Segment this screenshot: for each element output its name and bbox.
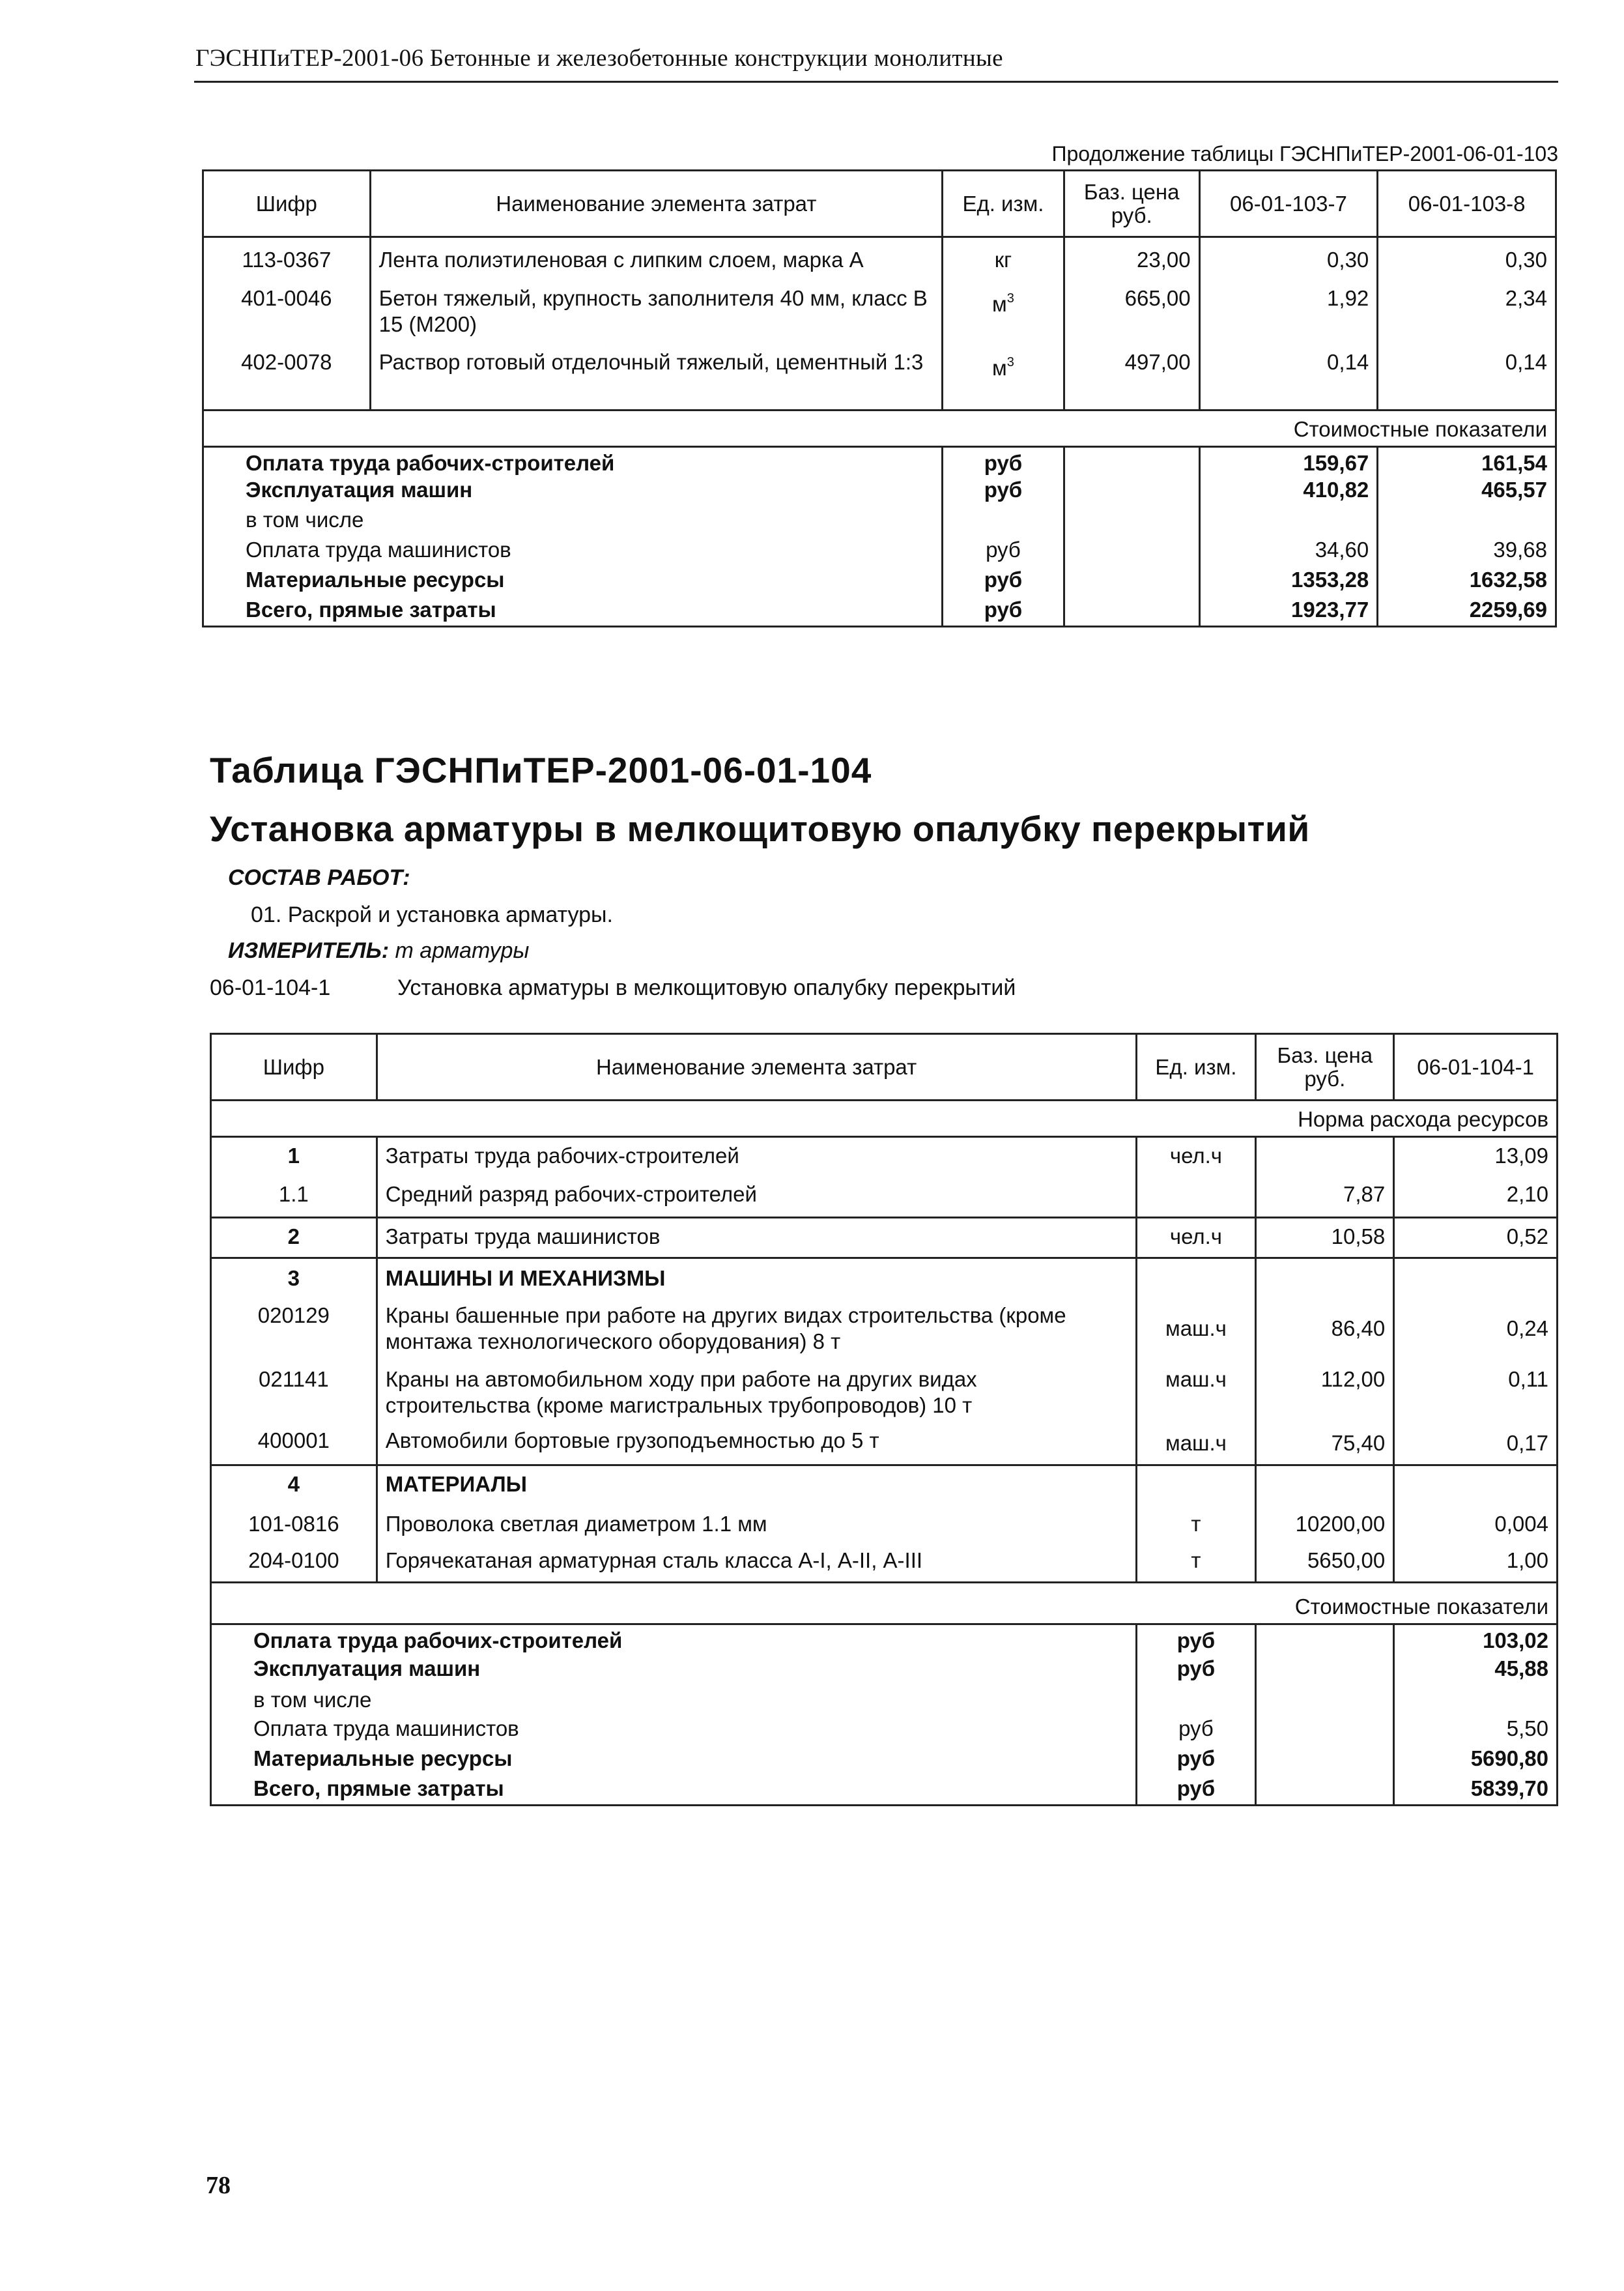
table-row <box>211 1506 1558 1548</box>
row-value: 0,004 <box>1394 1506 1558 1548</box>
cost-value-8: 2259,69 <box>1378 597 1556 627</box>
cost-value: 5,50 <box>1394 1716 1558 1746</box>
cost-name: Оплата труда рабочих-строителей <box>211 1624 1137 1656</box>
table-row <box>211 1258 1558 1297</box>
row-name: МАТЕРИАЛЫ <box>377 1465 1136 1506</box>
row-name: Краны на автомобильном ходу при работе на других видах строительства (кроме магистральных трубопроводов) 10 т <box>377 1362 1136 1428</box>
position-code: 06-01-104-1 <box>210 975 331 1000</box>
cost-name: в том числе <box>211 1687 1137 1716</box>
cost-value: 5690,80 <box>1394 1746 1558 1776</box>
cost-name: Эксплуатация машин <box>203 477 943 507</box>
row-price: 75,40 <box>1256 1428 1394 1465</box>
row-code: 021141 <box>211 1362 377 1428</box>
table-header-row <box>203 171 1556 237</box>
table-row <box>211 1428 1558 1465</box>
row-price: 10200,00 <box>1256 1506 1394 1548</box>
row-value-8: 0,30 <box>1378 237 1556 281</box>
cost-unit: руб <box>1136 1656 1256 1687</box>
cost-value-8: 1632,58 <box>1378 567 1556 597</box>
cost-value: 5839,70 <box>1394 1776 1558 1806</box>
table-row <box>203 237 1556 281</box>
row-unit: $м^3$ <box>943 281 1064 345</box>
sostav-label: СОСТАВ РАБОТ: <box>228 865 410 890</box>
header-code: Шифр <box>211 1034 377 1101</box>
cost-price <box>1256 1776 1394 1806</box>
table-continuation-caption: Продолжение таблицы ГЭСНПиТЕР-2001-06-01-103 <box>1051 142 1558 166</box>
row-name: Автомобили бортовые грузоподъемностью до 5 т <box>377 1428 1136 1465</box>
cost-row <box>203 447 1556 477</box>
row-name: Раствор готовый отделочный тяжелый, цементный 1:3 <box>370 345 942 411</box>
table-row <box>211 1548 1558 1583</box>
cost-row <box>211 1624 1558 1656</box>
row-code: 400001 <box>211 1428 377 1465</box>
row-value: 2,10 <box>1394 1177 1558 1218</box>
cost-name: Материальные ресурсы <box>211 1746 1137 1776</box>
row-unit <box>1136 1177 1256 1218</box>
row-unit: маш.ч <box>1136 1362 1256 1428</box>
cost-value-8: 39,68 <box>1378 537 1556 567</box>
table-row <box>211 1465 1558 1506</box>
cost-value-7: 34,60 <box>1199 537 1378 567</box>
cost-value-7: 410,82 <box>1199 477 1378 507</box>
row-code: 101-0816 <box>211 1506 377 1548</box>
row-name: Средний разряд рабочих-строителей <box>377 1177 1136 1218</box>
cost-price <box>1256 1716 1394 1746</box>
row-value <box>1394 1465 1558 1506</box>
row-code: 2 <box>211 1218 377 1258</box>
cost-value: 45,88 <box>1394 1656 1558 1687</box>
row-value: 0,17 <box>1394 1428 1558 1465</box>
row-price: 5650,00 <box>1256 1548 1394 1583</box>
cost-name: Оплата труда рабочих-строителей <box>203 447 943 477</box>
cost-unit: руб <box>1136 1624 1256 1656</box>
row-code: 401-0046 <box>203 281 371 345</box>
cost-value-7: 159,67 <box>1199 447 1378 477</box>
cost-unit: руб <box>943 567 1064 597</box>
cost-value-8 <box>1378 507 1556 537</box>
cost-row <box>203 567 1556 597</box>
cost-row <box>203 597 1556 627</box>
cost-price <box>1256 1687 1394 1716</box>
cost-name: Всего, прямые затраты <box>211 1776 1137 1806</box>
row-unit: чел.ч <box>1136 1137 1256 1177</box>
page-number: 78 <box>206 2172 231 2199</box>
row-code: 113-0367 <box>203 237 371 281</box>
table-row <box>211 1362 1558 1428</box>
row-unit: чел.ч <box>1136 1218 1256 1258</box>
row-price: 23,00 <box>1064 237 1199 281</box>
cost-name: в том числе <box>203 507 943 537</box>
cost-price <box>1064 597 1199 627</box>
cost-price <box>1064 507 1199 537</box>
row-unit: т <box>1136 1506 1256 1548</box>
cost-price <box>1064 567 1199 597</box>
cost-row <box>203 477 1556 507</box>
row-unit: кг <box>943 237 1064 281</box>
sostav-item: 01. Раскрой и установка арматуры. <box>251 902 613 927</box>
row-value: 0,24 <box>1394 1297 1558 1362</box>
cost-row <box>211 1656 1558 1687</box>
row-name: МАШИНЫ И МЕХАНИЗМЫ <box>377 1258 1136 1297</box>
cost-section-label: Стоимостные показатели <box>203 411 1556 447</box>
cost-unit: руб <box>1136 1776 1256 1806</box>
row-value: 13,09 <box>1394 1137 1558 1177</box>
cost-value-8: 161,54 <box>1378 447 1556 477</box>
row-unit: т <box>1136 1548 1256 1583</box>
header-col-8: 06-01-103-8 <box>1378 171 1556 237</box>
row-value: 0,11 <box>1394 1362 1558 1428</box>
row-price: 7,87 <box>1256 1177 1394 1218</box>
row-value-7: 0,14 <box>1199 345 1378 411</box>
table-header-row <box>211 1034 1558 1101</box>
header-col-7: 06-01-103-7 <box>1199 171 1378 237</box>
row-code: 3 <box>211 1258 377 1297</box>
row-code: 1.1 <box>211 1177 377 1218</box>
cost-unit <box>943 507 1064 537</box>
table-title: Таблица ГЭСНПиТЕР-2001-06-01-104 <box>210 750 872 790</box>
cost-row <box>211 1776 1558 1806</box>
izmeritel <box>228 938 529 964</box>
cost-unit: руб <box>1136 1716 1256 1746</box>
header-code: Шифр <box>203 171 371 237</box>
cost-unit: руб <box>943 447 1064 477</box>
cost-unit: руб <box>943 537 1064 567</box>
row-code: 204-0100 <box>211 1548 377 1583</box>
header-price: Баз. цена руб. <box>1064 171 1199 237</box>
row-price <box>1256 1137 1394 1177</box>
row-value: 1,00 <box>1394 1548 1558 1583</box>
row-unit <box>1136 1465 1256 1506</box>
cost-unit: руб <box>943 597 1064 627</box>
row-price: 112,00 <box>1256 1362 1394 1428</box>
cost-value-7: 1353,28 <box>1199 567 1378 597</box>
cost-row <box>211 1687 1558 1716</box>
row-value-7: 1,92 <box>1199 281 1378 345</box>
row-code: 020129 <box>211 1297 377 1362</box>
izmeritel-value: т арматуры <box>395 938 530 963</box>
table-row <box>211 1218 1558 1258</box>
row-value-7: 0,30 <box>1199 237 1378 281</box>
cost-price <box>1256 1746 1394 1776</box>
cost-row <box>203 537 1556 567</box>
cost-row <box>203 507 1556 537</box>
header-col-1: 06-01-104-1 <box>1394 1034 1558 1101</box>
section-row <box>211 1101 1558 1137</box>
position-name: Установка арматуры в мелкощитовую опалубку перекрытий <box>397 975 1016 1000</box>
cost-unit <box>1136 1687 1256 1716</box>
running-head: ГЭСНПиТЕР-2001-06 Бетонные и железобетонные конструкции монолитные <box>195 45 1003 72</box>
row-name: Затраты труда машинистов <box>377 1218 1136 1258</box>
table-row <box>211 1137 1558 1177</box>
cost-name: Материальные ресурсы <box>203 567 943 597</box>
cost-price <box>1256 1656 1394 1687</box>
row-unit: $м^3$ <box>943 345 1064 411</box>
cost-price <box>1256 1624 1394 1656</box>
row-name: Горячекатаная арматурная сталь класса А-I, А-II, А-III <box>377 1548 1136 1583</box>
cost-row <box>211 1746 1558 1776</box>
cost-name: Оплата труда машинистов <box>211 1716 1137 1746</box>
row-code: 402-0078 <box>203 345 371 411</box>
row-unit <box>1136 1258 1256 1297</box>
row-price <box>1256 1258 1394 1297</box>
header-rule <box>194 81 1558 83</box>
table-row <box>211 1177 1558 1218</box>
cost-unit: руб <box>1136 1746 1256 1776</box>
cost-value <box>1394 1687 1558 1716</box>
table-subtitle: Установка арматуры в мелкощитовую опалубку перекрытий <box>210 809 1310 849</box>
row-price: 665,00 <box>1064 281 1199 345</box>
section-row <box>203 411 1556 447</box>
header-unit: Ед. изм. <box>943 171 1064 237</box>
row-unit: маш.ч <box>1136 1428 1256 1465</box>
header-name: Наименование элемента затрат <box>370 171 942 237</box>
row-name: Краны башенные при работе на других видах строительства (кроме монтажа технологического оборудования) 8 т <box>377 1297 1136 1362</box>
row-price: 497,00 <box>1064 345 1199 411</box>
row-value: 0,52 <box>1394 1218 1558 1258</box>
cost-name: Всего, прямые затраты <box>203 597 943 627</box>
cost-name: Эксплуатация машин <box>211 1656 1137 1687</box>
cost-value-8: 465,57 <box>1378 477 1556 507</box>
row-code: 4 <box>211 1465 377 1506</box>
izmeritel-label: ИЗМЕРИТЕЛЬ: <box>228 938 390 963</box>
row-value-8: 0,14 <box>1378 345 1556 411</box>
row-name: Лента полиэтиленовая с липким слоем, марка А <box>370 237 942 281</box>
cost-value-7 <box>1199 507 1378 537</box>
row-value <box>1394 1258 1558 1297</box>
section-row <box>211 1583 1558 1624</box>
cost-value: 103,02 <box>1394 1624 1558 1656</box>
row-name: Бетон тяжелый, крупность заполнителя 40 мм, класс В 15 (М200) <box>370 281 942 345</box>
row-name: Затраты труда рабочих-строителей <box>377 1137 1136 1177</box>
cost-value-7: 1923,77 <box>1199 597 1378 627</box>
cost-price <box>1064 477 1199 507</box>
header-price: Баз. цена руб. <box>1256 1034 1394 1101</box>
cost-name: Оплата труда машинистов <box>203 537 943 567</box>
table-06-01-104 <box>210 1033 1558 1806</box>
cost-price <box>1064 537 1199 567</box>
header-unit: Ед. изм. <box>1136 1034 1256 1101</box>
row-name: Проволока светлая диаметром 1.1 мм <box>377 1506 1136 1548</box>
cost-unit: руб <box>943 477 1064 507</box>
row-price <box>1256 1465 1394 1506</box>
row-price: 86,40 <box>1256 1297 1394 1362</box>
table-row <box>203 281 1556 345</box>
row-value-8: 2,34 <box>1378 281 1556 345</box>
row-price: 10,58 <box>1256 1218 1394 1258</box>
cost-row <box>211 1716 1558 1746</box>
header-name: Наименование элемента затрат <box>377 1034 1136 1101</box>
cost-section-label: Стоимостные показатели <box>211 1583 1558 1624</box>
norm-section-label: Норма расхода ресурсов <box>211 1101 1558 1137</box>
table-row <box>211 1297 1558 1362</box>
table-row <box>203 345 1556 411</box>
table-06-01-103 <box>202 169 1557 627</box>
row-unit: маш.ч <box>1136 1297 1256 1362</box>
cost-price <box>1064 447 1199 477</box>
row-code: 1 <box>211 1137 377 1177</box>
